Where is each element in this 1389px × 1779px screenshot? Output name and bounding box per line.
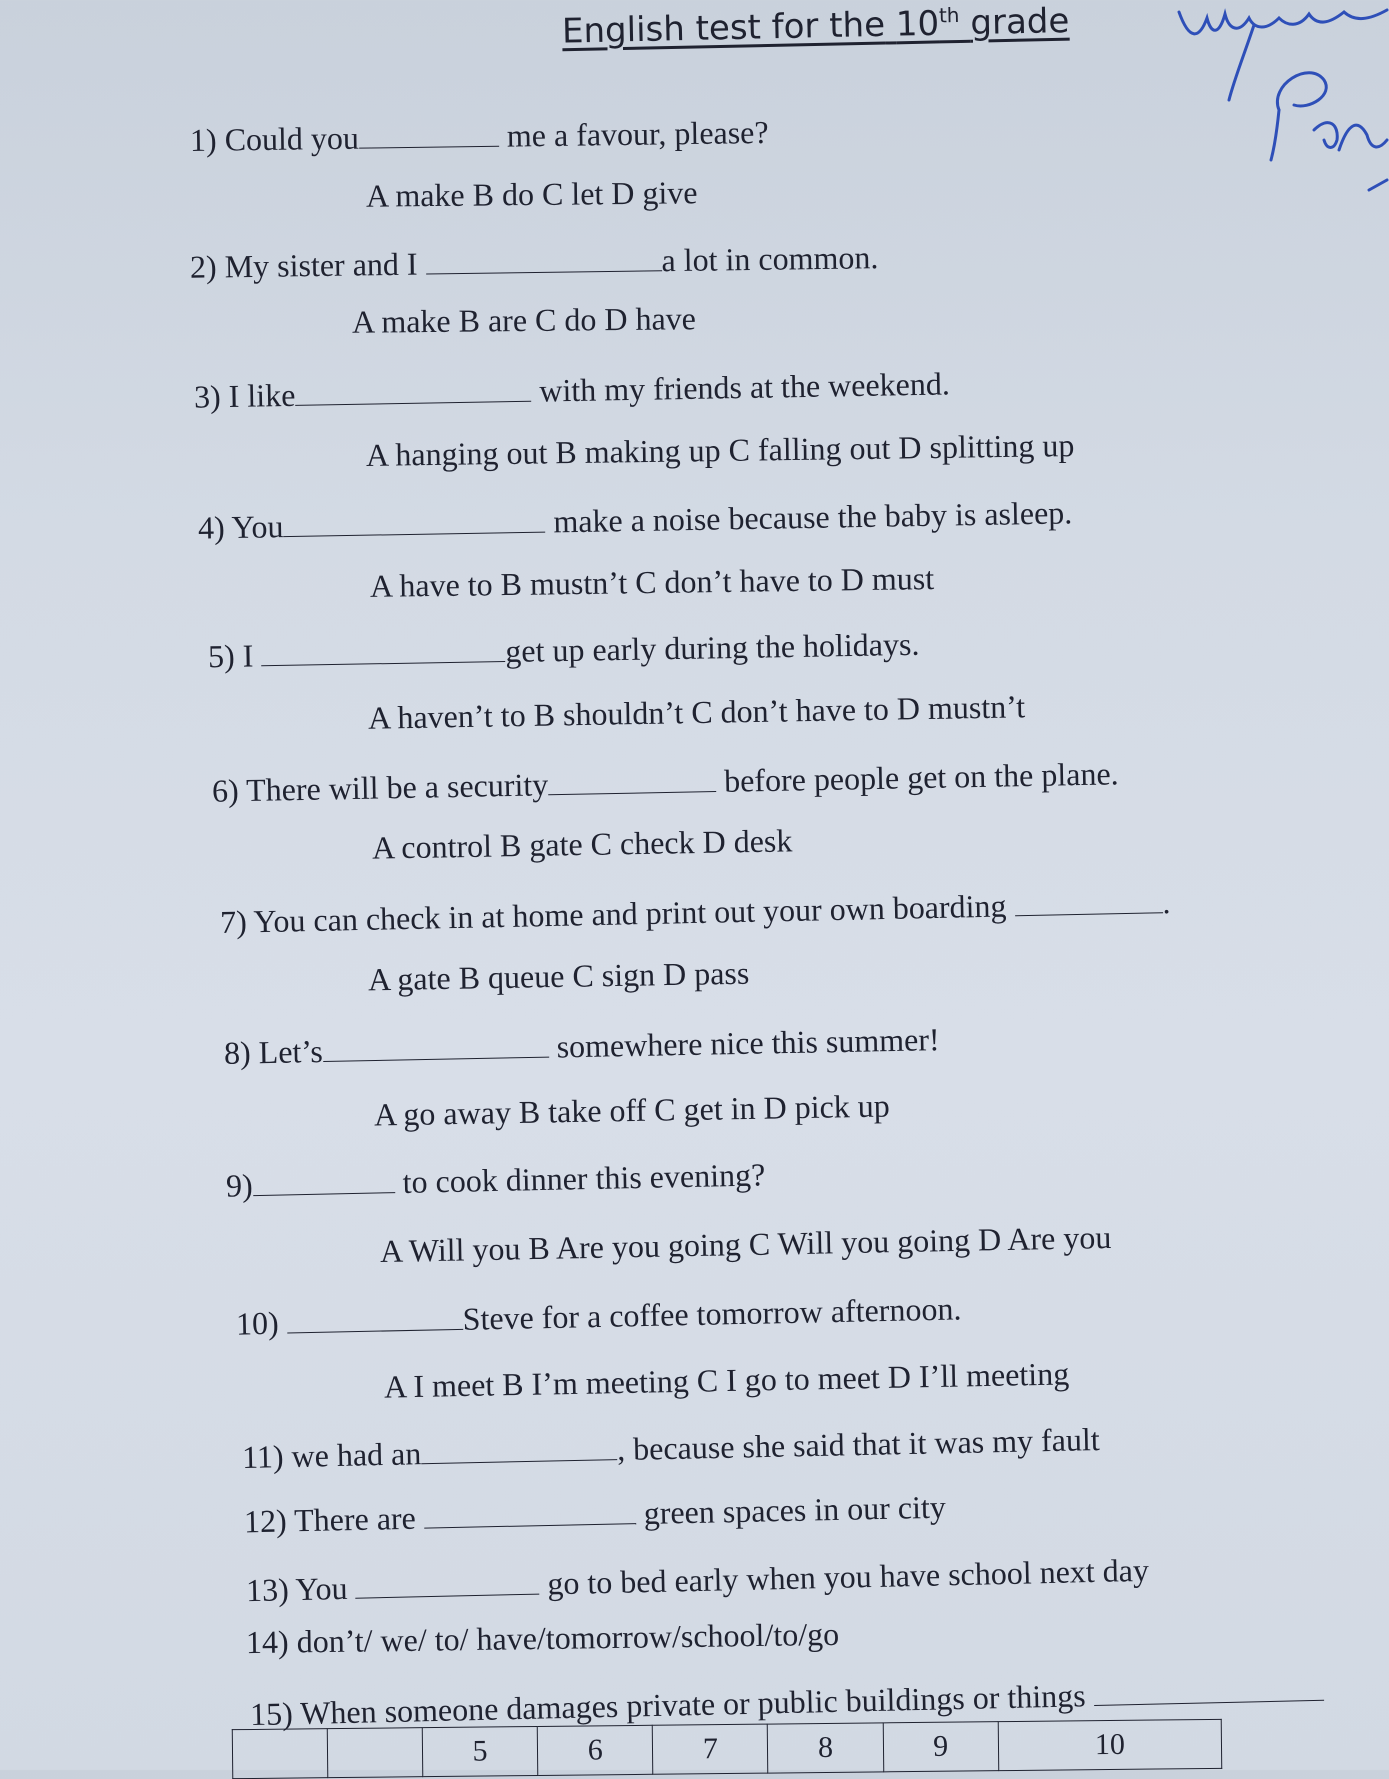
question-text: get up early during the holidays. (504, 625, 920, 670)
question-4 (198, 494, 1073, 546)
question-1 (190, 114, 769, 159)
title-main: English test for the (561, 4, 886, 52)
question-text: 2) My sister and I (189, 245, 418, 285)
score-cell (232, 1729, 328, 1779)
question-10-options: A I meet B I’m meeting C I go to meet D I’ll meeting (383, 1355, 1070, 1405)
question-5 (208, 626, 920, 675)
question-text: make a noise because the baby is asleep. (553, 494, 1073, 540)
score-cell: 9 (883, 1722, 999, 1772)
score-cell: 10 (998, 1719, 1222, 1770)
answer-blank[interactable] (284, 531, 546, 538)
title-grade-number: 10 (895, 3, 940, 45)
answer-blank[interactable] (253, 1191, 395, 1196)
question-text: 5) I (207, 637, 254, 675)
question-text: somewhere nice this summer! (556, 1021, 940, 1065)
score-cell: 8 (768, 1723, 884, 1773)
question-3-options: A hanging out B making up C falling out D splitting up (365, 427, 1075, 473)
question-9 (226, 1156, 766, 1204)
answer-blank[interactable] (359, 145, 499, 149)
question-text: . (1162, 884, 1171, 921)
question-text: 13) You (245, 1569, 348, 1609)
question-4-options: A have to B mustn’t C don’t have to D must (369, 560, 935, 604)
question-text: 6) There will be a security (211, 766, 549, 809)
question-12 (244, 1489, 946, 1541)
handwritten-signature-icon (1159, 0, 1389, 220)
question-text: 7) You can check in at home and print out your own boarding (219, 887, 1007, 940)
question-text: 14) don’t/ we/ to/ have/tomorrow/school/to/go (245, 1615, 840, 1661)
question-text: 3) I like (193, 376, 296, 415)
title-end: grade (970, 1, 1070, 44)
answer-blank[interactable] (421, 1458, 617, 1464)
answer-blank[interactable] (1094, 1699, 1324, 1706)
question-text: green spaces in our city (643, 1488, 947, 1531)
answer-blank[interactable] (426, 269, 662, 274)
question-8-options: A go away B take off C get in D pick up (373, 1087, 891, 1133)
question-6 (212, 755, 1119, 809)
question-text: Steve for a coffee tomorrow afternoon. (462, 1290, 962, 1337)
question-text: to cook dinner this evening? (402, 1156, 766, 1200)
question-text: go to bed early when you have school next day (546, 1551, 1150, 1602)
question-1-options: A make B do C let D give (365, 174, 698, 214)
question-7 (220, 884, 1171, 941)
title-superscript: th (938, 2, 960, 28)
score-cell: 5 (422, 1726, 538, 1776)
answer-blank[interactable] (323, 1056, 549, 1062)
score-cell: 7 (653, 1724, 769, 1774)
answer-blank[interactable] (287, 1328, 463, 1334)
score-cell (327, 1728, 423, 1778)
question-10 (236, 1290, 962, 1342)
answer-blank[interactable] (424, 1522, 636, 1528)
answer-blank[interactable] (295, 400, 531, 406)
question-2-options: A make B are C do D have (351, 300, 697, 340)
question-text: 4) You (197, 508, 284, 546)
question-text: 15) When someone damages private or public buildings or things (249, 1677, 1087, 1733)
question-9-options: A Will you B Are you going C Will you going D Are you (379, 1218, 1112, 1270)
question-text: 12) There are (243, 1499, 417, 1540)
answer-blank[interactable] (1015, 911, 1163, 916)
question-5-options: A haven’t to B shouldn’t C don’t have to D mustn’t (367, 688, 1026, 736)
question-11 (242, 1421, 1100, 1476)
question-text: 8) Let’s (223, 1032, 324, 1071)
question-text: , because she said that it was my fault (616, 1421, 1100, 1468)
question-text: with my friends at the weekend. (538, 365, 951, 409)
question-text: before people get on the plane. (723, 755, 1119, 799)
score-cell: 6 (537, 1725, 653, 1775)
question-text: 10) (235, 1304, 280, 1342)
answer-blank[interactable] (548, 790, 716, 795)
answer-blank[interactable] (356, 1593, 540, 1599)
question-text: 11) we had an (241, 1435, 422, 1475)
question-2 (190, 239, 879, 286)
answer-blank[interactable] (262, 660, 506, 666)
question-7-options: A gate B queue C sign D pass (367, 954, 750, 998)
question-text: me a favour, please? (506, 113, 769, 154)
question-text: a lot in common. (661, 239, 879, 279)
question-14 (246, 1616, 840, 1661)
question-8 (224, 1021, 940, 1072)
page-title (562, 1, 1070, 52)
question-text: 9) (225, 1167, 254, 1204)
question-3 (194, 365, 950, 415)
question-text: 1) Could you (189, 119, 360, 159)
question-6-options: A control B gate C check D desk (371, 822, 793, 866)
question-13 (246, 1552, 1150, 1609)
